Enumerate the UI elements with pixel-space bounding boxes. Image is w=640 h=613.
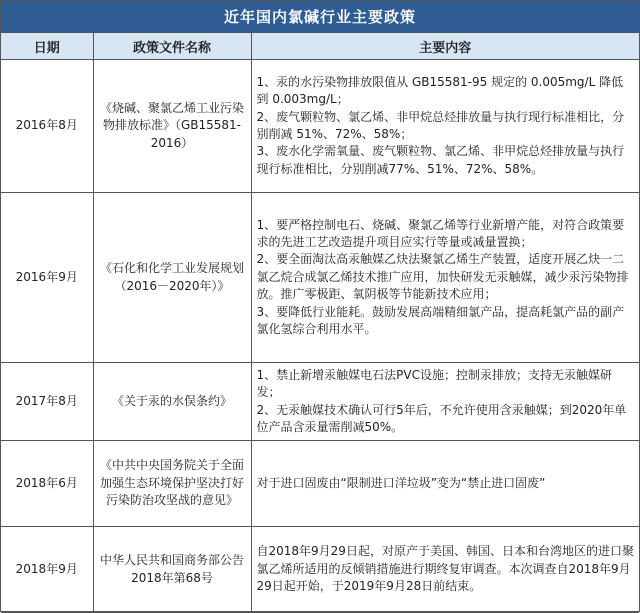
row-doc-name: 《石化和化学工业发展规划（2016－2020年）》 xyxy=(93,193,251,363)
content-item: 对于进口固废由“限制进口洋垃圾”变为“禁止进口固废” xyxy=(256,475,546,490)
row-content xyxy=(251,193,639,363)
content-item: 自2018年9月29日起，对原产于美国、韩国、日本和台湾地区的进口聚氯乙烯所适用的反倾销措施进行期终复审调查。本次调查自2018年9月29日起开始，于2019年9月28日前结束。 xyxy=(256,544,634,594)
row-doc-name: 中华人民共和国商务部公告2018年第68号 xyxy=(93,527,251,613)
content-item: 1、要严格控制电石、烧碱、聚氯乙烯等行业新增产能，对符合政策要求的先进工艺改造提升项目应实行等量或减量置换； xyxy=(256,217,625,249)
policy-table xyxy=(1,33,639,613)
table-row xyxy=(1,441,639,527)
table-body xyxy=(1,60,639,613)
row-date: 2016年8月 xyxy=(1,60,93,193)
row-date: 2018年6月 xyxy=(1,441,93,527)
row-doc-name: 《关于汞的水俣条约》 xyxy=(93,363,251,441)
table-row xyxy=(1,363,639,441)
row-content xyxy=(251,60,639,193)
row-date: 2017年8月 xyxy=(1,363,93,441)
header-date: 日期 xyxy=(1,33,93,60)
table-row xyxy=(1,527,639,613)
content-item: 2、要全面淘汰高汞触媒乙炔法聚氯乙烯生产装置，适度开展乙炔一二氯乙烷合成氯乙烯技术推广应用，加快研发无汞触媒，减少汞污染物排放。推广零极距、氧阴极等节能新技术应用； xyxy=(256,252,629,302)
header-content: 主要内容 xyxy=(251,33,639,60)
content-item: 2、废气颗粒物、氯乙烯、非甲烷总烃排放量与执行现行标准相比，分别削减 51%、72%、58%； xyxy=(256,109,625,141)
content-item: 2、无汞触媒技术确认可行5年后，不允许使用含汞触媒；到2020年单位产品含汞量需削减50%。 xyxy=(256,402,627,434)
table-row xyxy=(1,60,639,193)
header-row xyxy=(1,33,639,60)
table-row xyxy=(1,193,639,363)
content-item: 1、禁止新增汞触媒电石法PVC设施；控制汞排放；支持无汞触媒研发； xyxy=(256,367,612,400)
row-content xyxy=(251,441,639,527)
row-doc-name: 《中共中央国务院关于全面加强生态环境保护坚决打好污染防治攻坚战的意见》 xyxy=(93,441,251,527)
content-item: 3、废水化学需氧量、废气颗粒物、氯乙烯、非甲烷总烃排放量与执行现行标准相比，分别削减77%、51%、72%、58%。 xyxy=(256,144,625,176)
content-item: 1、汞的水污染物排放限值从 GB15581-95 规定的 0.005mg/L 降低到 0.003mg/L； xyxy=(256,74,624,107)
row-content xyxy=(251,363,639,441)
row-doc-name: 《烧碱、聚氯乙烯工业污染物排放标准》（GB15581-2016） xyxy=(93,60,251,193)
row-date: 2016年9月 xyxy=(1,193,93,363)
row-content xyxy=(251,527,639,613)
row-date: 2018年9月 xyxy=(1,527,93,613)
header-doc-name: 政策文件名称 xyxy=(93,33,251,60)
table-title: 近年国内氯碱行业主要政策 xyxy=(1,1,639,33)
content-item: 3、要降低行业能耗。鼓励发展高端精细氯产品，提高耗氯产品的副产氯化氢综合利用水平。 xyxy=(256,304,625,337)
